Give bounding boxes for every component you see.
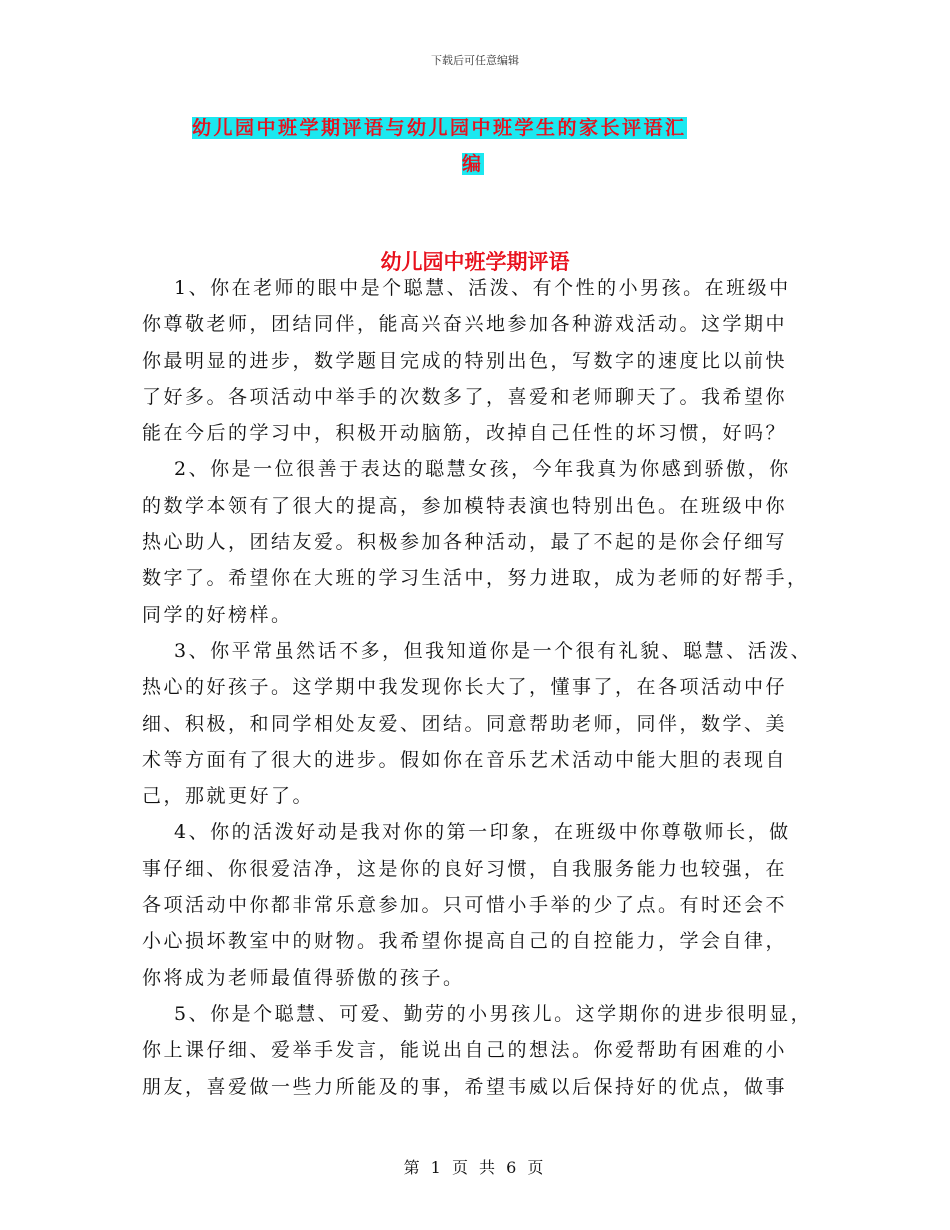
- text-line: 事仔细、你很爱洁净，这是你的良好习惯，自我服务能力也较强，在: [142, 857, 788, 880]
- comment-paragraph-3: [142, 633, 832, 814]
- page-footer: 第 1 页 共 6 页: [403, 1158, 547, 1177]
- document-title-line-2: [192, 146, 812, 182]
- text-line: 己，那就更好了。: [142, 785, 315, 808]
- text-line: 同学的好榜样。: [142, 603, 293, 626]
- document-body: [142, 270, 832, 1105]
- document-title: [192, 110, 812, 183]
- text-line: 了好多。各项活动中举手的次数多了，喜爱和老师聊天了。我希望你: [142, 385, 788, 408]
- text-line: 你上课仔细、爱举手发言，能说出自己的想法。你爱帮助有困难的小: [142, 1039, 788, 1062]
- text-line: 能在今后的学习中，积极开动脑筋，改掉自己任性的坏习惯，好吗？: [142, 422, 788, 445]
- title-highlight-1: 幼儿园中班学期评语与幼儿园中班学生的家长评语汇: [192, 117, 687, 139]
- text-line: 术等方面有了很大的进步。假如你在音乐艺术活动中能大胆的表现自: [142, 748, 788, 771]
- text-line: 数字了。希望你在大班的学习生活中，努力进取，成为老师的好帮手，: [142, 567, 809, 590]
- comment-paragraph-1: [142, 270, 832, 451]
- text-line: 2、你是一位很善于表达的聪慧女孩，今年我真为你感到骄傲，你: [174, 458, 791, 481]
- text-line: 4、你的活泼好动是我对你的第一印象，在班级中你尊敬师长，做: [174, 821, 791, 844]
- comment-paragraph-5: [142, 996, 832, 1105]
- text-line: 3、你平常虽然话不多，但我知道你是一个很有礼貌、聪慧、活泼、: [174, 639, 813, 662]
- comment-paragraph-4: [142, 814, 832, 995]
- text-line: 5、你是个聪慧、可爱、勤劳的小男孩儿。这学期你的进步很明显，: [174, 1002, 813, 1025]
- text-line: 小心损坏教室中的财物。我希望你提高自己的自控能力，学会自律，: [142, 930, 788, 953]
- text-line: 朋友，喜爱做一些力所能及的事，希望韦威以后保持好的优点，做事: [142, 1075, 788, 1098]
- section-title: 幼儿园中班学期评语: [380, 250, 570, 274]
- text-line: 热心的好孩子。这学期中我发现你长大了，懂事了，在各项活动中仔: [142, 676, 788, 699]
- document-title-line-1: [192, 110, 812, 146]
- text-line: 细、积极，和同学相处友爱、团结。同意帮助老师，同伴，数学、美: [142, 712, 788, 735]
- text-line: 你尊敬老师，团结同伴，能高兴奋兴地参加各种游戏活动。这学期中: [142, 313, 788, 336]
- text-line: 各项活动中你都非常乐意参加。只可惜小手举的少了点。有时还会不: [142, 894, 788, 917]
- text-line: 你将成为老师最值得骄傲的孩子。: [142, 966, 465, 989]
- page-header: 下载后可任意编辑: [431, 54, 519, 67]
- text-line: 1、你在老师的眼中是个聪慧、活泼、有个性的小男孩。在班级中: [174, 277, 791, 299]
- text-line: 你最明显的进步，数学题目完成的特别出色，写数字的速度比以前快: [142, 349, 788, 372]
- text-line: 的数学本领有了很大的提高，参加模特表演也特别出色。在班级中你: [142, 494, 788, 517]
- title-highlight-2: 编: [462, 153, 484, 176]
- comment-paragraph-2: [142, 451, 832, 632]
- text-line: 热心助人，团结友爱。积极参加各种活动，最了不起的是你会仔细写: [142, 531, 788, 554]
